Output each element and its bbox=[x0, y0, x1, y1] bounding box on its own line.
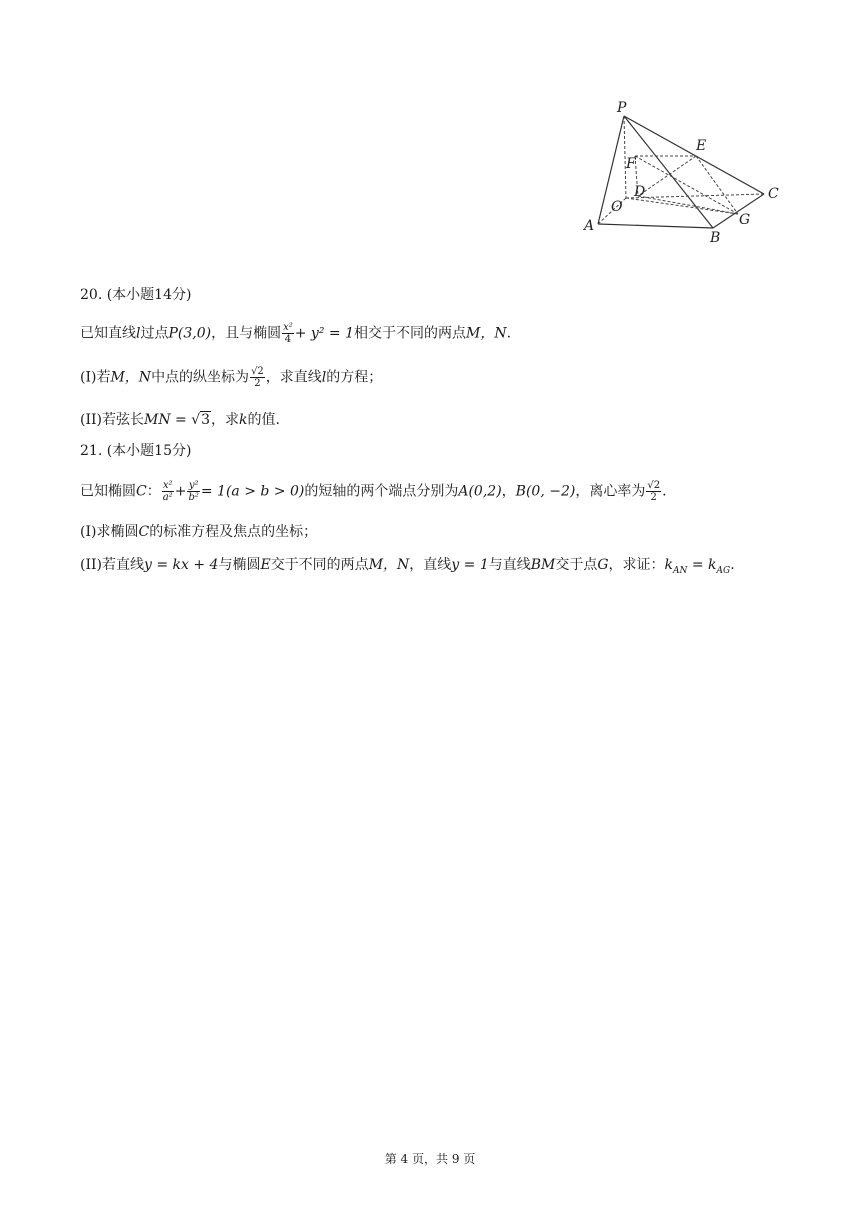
label-O: O bbox=[611, 199, 623, 215]
q20-stem: 已知直线l过点P(3,0)，且与椭圆 $\frac{\text{x²}}{4}$ + y² = 1相交于不同的两点M，N. bbox=[80, 322, 512, 345]
label-C: C bbox=[768, 186, 779, 202]
pyramid-diagram bbox=[578, 96, 788, 246]
label-D: D bbox=[634, 184, 646, 200]
q20-part1: (I)若M，N中点的纵坐标为 $\frac{√2}{2}$ ，求直线l的方程； bbox=[80, 366, 383, 389]
q20-header: 20. (本小题14分) bbox=[80, 287, 192, 303]
edge-EG bbox=[696, 156, 738, 214]
pyramid-figure bbox=[578, 96, 788, 246]
q21-fraction-x: $\frac{\text{x²}}{\text{a²}}$ bbox=[162, 480, 173, 503]
q20-ellipse-fraction: $\frac{\text{x²}}{4}$ bbox=[283, 322, 293, 345]
q21-fraction-y: $\frac{\text{y²}}{\text{b²}}$ bbox=[188, 480, 199, 503]
q20-text: 已知直线 bbox=[80, 325, 136, 342]
q20-text: ，且与椭圆 bbox=[211, 325, 282, 342]
q21-part2: (II)若直线y = kx + 4与椭圆E交于不同的两点M，N，直线y = 1与直线BM交于点G，求证：$k_{AN} = k_{AG}$. bbox=[80, 557, 735, 576]
q20-text: 过点 bbox=[140, 325, 169, 342]
q20-sqrt3: √3 bbox=[191, 412, 211, 428]
q20-part2: (II)若弦长MN = √3，求k的值. bbox=[80, 412, 280, 428]
edge-AB bbox=[598, 224, 713, 228]
q20-point-p: P(3,0) bbox=[168, 325, 212, 342]
edge-PB bbox=[624, 116, 713, 228]
q20-ellipse-rest: + y² = 1 bbox=[294, 325, 354, 342]
q20-points-mn: M，N bbox=[466, 325, 507, 342]
q21-part1: (I)求椭圆C的标准方程及焦点的坐标； bbox=[80, 524, 318, 540]
label-B: B bbox=[710, 230, 721, 246]
edge-ED bbox=[638, 156, 696, 196]
page-footer: 第 4 页，共 9 页 bbox=[384, 1152, 476, 1166]
label-G: G bbox=[739, 212, 751, 228]
q21-eccentricity: $\frac{√2}{2}$ bbox=[647, 480, 661, 503]
edge-OG bbox=[626, 198, 738, 214]
label-P: P bbox=[617, 100, 627, 116]
q21-header: 21. (本小题15分) bbox=[80, 443, 192, 459]
q20-line-l: l bbox=[136, 325, 141, 342]
label-A: A bbox=[584, 218, 595, 234]
q21-stem: 已知椭圆C： $\frac{\text{x²}}{\text{a²}}$ + $\frac{\text{y²}}{\text{b²}}$ = 1(a > b > 0)的短轴的两个端点分别为A(0,2)，B(0, −2)，离心率为 $\frac{√2}{2}$ . bbox=[80, 480, 667, 503]
label-F: F bbox=[626, 156, 636, 172]
edge-PC bbox=[624, 116, 764, 194]
edge-FG bbox=[635, 156, 738, 214]
q20-sqrt2-over-2: $\frac{√2}{2}$ bbox=[251, 366, 264, 389]
q20-text: 相交于不同的两点 bbox=[354, 325, 466, 342]
label-E: E bbox=[696, 138, 707, 154]
edge-OC bbox=[626, 194, 764, 198]
